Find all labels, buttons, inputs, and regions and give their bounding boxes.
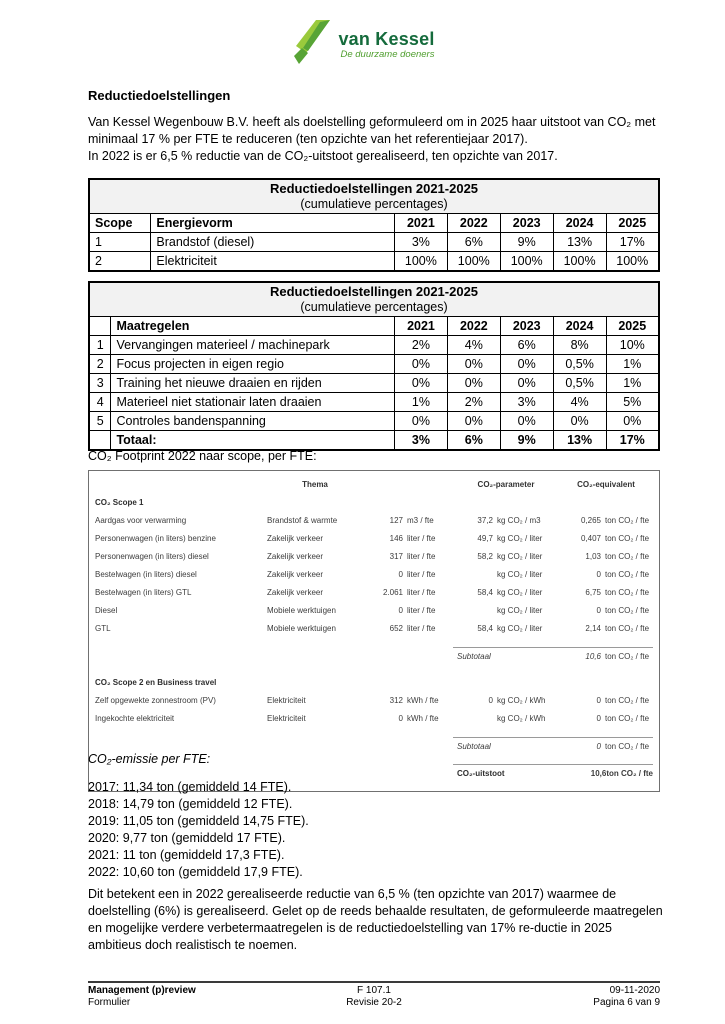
table-cell: 1% (395, 393, 448, 412)
spacer (95, 728, 653, 737)
table-row (89, 252, 659, 272)
footprint-panel (88, 470, 660, 792)
table-cell: 2% (395, 336, 448, 355)
row-amount-unit: liter / fte (407, 606, 436, 615)
table-cell: 6% (447, 233, 500, 252)
table-cell: 5% (606, 393, 659, 412)
table-cell: 0,5% (553, 374, 606, 393)
table-cell: 0% (500, 355, 553, 374)
row-label: Ingekochte elektriciteit (95, 714, 175, 723)
row-equiv: 2,14 (585, 624, 601, 633)
scope1-title: CO₂ Scope 1 (95, 498, 144, 507)
van-kessel-logo-icon (290, 20, 332, 73)
subtotal-label: Subtotaal (453, 737, 559, 756)
column-header: Energievorm (151, 214, 395, 233)
column-header: Maatregelen (111, 317, 395, 336)
row-equiv: 6,75 (585, 588, 601, 597)
spacer (95, 665, 653, 674)
row-param-unit: kg CO₂ / liter (497, 606, 543, 615)
row-equiv-unit: ton CO₂ / fte (605, 516, 650, 525)
table-row (89, 374, 659, 393)
footprint-row (95, 620, 653, 638)
row-param-unit: kg CO₂ / liter (497, 588, 543, 597)
table-cell: 10% (606, 336, 659, 355)
row-param: 0 (488, 696, 493, 705)
table-cell: 2 (89, 355, 111, 374)
table-cell: 5 (89, 412, 111, 431)
subtotal-label: Subtotaal (453, 647, 559, 666)
row-thema: Mobiele werktuigen (267, 624, 336, 633)
row-param-unit: kg CO₂ / liter (497, 534, 543, 543)
goals-title-row (89, 179, 659, 214)
closing-paragraph: Dit betekent een in 2022 gerealiseerde reductie van 6,5 % (ten opzichte van 2017) waarmee de doelstelling (6%) is gerealiseerd. Gelet op de reeds behaalde resultaten, de geformuleerde maatregelen en mogelijke verdere verbetermaatregelen is de reductiedoelstelling van 17% re-ductie in 2025 ambitieus doch realistisch te noemen. (88, 887, 663, 952)
row-equiv: 0 (596, 570, 601, 579)
logo-tagline: De duurzame doeners (340, 49, 435, 60)
table-cell: 0% (500, 412, 553, 431)
footprint-header-row (95, 476, 653, 494)
row-label: Bestelwagen (in liters) diesel (95, 570, 197, 579)
row-equiv-unit: ton CO₂ / fte (605, 606, 650, 615)
table-cell: 100% (447, 252, 500, 272)
measures-table-title: Reductiedoelstellingen 2021-2025 (269, 284, 479, 299)
row-equiv-unit: ton CO₂ / fte (605, 624, 650, 633)
row-param: 37,2 (477, 516, 493, 525)
table-cell: 0,5% (553, 355, 606, 374)
subtotal-value: 0 (559, 737, 601, 756)
column-header: Scope (89, 214, 151, 233)
table-cell: 17% (606, 431, 659, 451)
table-row (89, 393, 659, 412)
measures-header-row (89, 317, 659, 336)
table-cell: 0% (606, 412, 659, 431)
table-cell: 3% (395, 431, 448, 451)
table-cell (89, 431, 111, 451)
column-header: 2021 (395, 317, 448, 336)
column-header: 2021 (394, 214, 447, 233)
emissions-item: 2018: 14,79 ton (gemiddeld 12 FTE). (88, 797, 293, 811)
row-amount: 127 (389, 516, 403, 525)
column-header: 2022 (447, 214, 500, 233)
row-thema: Mobiele werktuigen (267, 606, 336, 615)
table-cell: 4% (447, 336, 500, 355)
row-label: Personenwagen (in liters) diesel (95, 552, 209, 561)
section-title-row (95, 494, 653, 512)
footer-revision: Revisie 20-2 (346, 997, 402, 1008)
row-param-unit: kg CO₂ / m3 (497, 516, 541, 525)
goals-table-title-cell (89, 179, 659, 214)
row-equiv-unit: ton CO₂ / fte (605, 696, 650, 705)
table-cell: 13% (553, 233, 606, 252)
table-cell: Totaal: (111, 431, 395, 451)
table-row (89, 336, 659, 355)
column-header: 2024 (553, 317, 606, 336)
table-cell: 6% (500, 336, 553, 355)
row-param-unit: kg CO₂ / kWh (497, 714, 546, 723)
measures-table-subtitle: (cumulatieve percentages) (300, 300, 448, 314)
table-cell: Elektriciteit (151, 252, 395, 272)
logo-company-name: van Kessel (338, 29, 435, 49)
measures-table-title-cell (89, 282, 659, 317)
row-equiv: 0 (596, 714, 601, 723)
row-label: Bestelwagen (in liters) GTL (95, 588, 192, 597)
emissions-list (88, 779, 309, 881)
footprint-row (95, 530, 653, 548)
table-cell: 2 (89, 252, 151, 272)
table-cell: 100% (394, 252, 447, 272)
row-equiv-unit: ton CO₂ / fte (605, 714, 650, 723)
table-cell: 17% (606, 233, 659, 252)
section-title-row (95, 674, 653, 692)
row-thema: Zakelijk verkeer (267, 588, 324, 597)
table-cell: Focus projecten in eigen regio (111, 355, 395, 374)
table-cell: 3 (89, 374, 111, 393)
table-cell: 4 (89, 393, 111, 412)
table-cell: 0% (553, 412, 606, 431)
scope2-title: CO₂ Scope 2 en Business travel (95, 678, 217, 687)
emissions-caption: CO₂-emissie per FTE: (88, 752, 211, 766)
row-param: 49,7 (477, 534, 493, 543)
row-amount-unit: liter / fte (407, 552, 436, 561)
row-label: Diesel (95, 606, 118, 615)
row-equiv-unit: ton CO₂ / fte (605, 534, 650, 543)
column-header: 2024 (553, 214, 606, 233)
row-amount-unit: liter / fte (407, 570, 436, 579)
emissions-item: 2021: 11 ton (gemiddeld 17,3 FTE). (88, 848, 285, 862)
table-cell: 1% (606, 355, 659, 374)
row-thema: Elektriciteit (267, 696, 306, 705)
column-header: CO₂-parameter (477, 480, 535, 489)
page-title: Reductiedoelstellingen (88, 88, 231, 103)
footprint-row (95, 602, 653, 620)
row-label: Personenwagen (in liters) benzine (95, 534, 216, 543)
row-param: 58,2 (477, 552, 493, 561)
row-amount-unit: m3 / fte (407, 516, 434, 525)
footer-date: 09-11-2020 (609, 985, 661, 996)
row-param (453, 710, 493, 728)
total-value: 10,6ton CO₂ / fte (559, 764, 653, 783)
table-cell: 13% (553, 431, 606, 451)
table-cell: 0% (447, 412, 500, 431)
footer-page-number: Pagina 6 van 9 (593, 997, 661, 1008)
emissions-item: 2017: 11,34 ton (gemiddeld 14 FTE). (88, 780, 292, 794)
row-param-unit: kg CO₂ / liter (497, 570, 543, 579)
footprint-row (95, 692, 653, 710)
column-header: CO₂-equivalent (577, 480, 635, 489)
row-amount: 652 (389, 624, 403, 633)
table-cell: 3% (500, 393, 553, 412)
row-label: GTL (95, 624, 111, 633)
row-param-unit: kg CO₂ / liter (497, 624, 543, 633)
footer-form-number: F 107.1 (357, 985, 391, 996)
table-cell: 4% (553, 393, 606, 412)
row-amount-unit: liter / fte (407, 588, 436, 597)
spacer (95, 638, 653, 647)
table-cell: 0% (447, 374, 500, 393)
row-amount: 146 (389, 534, 403, 543)
row-param (453, 566, 493, 584)
table-cell: 100% (606, 252, 659, 272)
table-cell: 0% (395, 355, 448, 374)
table-cell: 100% (500, 252, 553, 272)
table-cell: 8% (553, 336, 606, 355)
row-equiv: 1,03 (585, 552, 601, 561)
table-cell: 2% (447, 393, 500, 412)
row-amount: 2.061 (382, 588, 403, 597)
table-cell: 1% (606, 374, 659, 393)
table-cell: 3% (394, 233, 447, 252)
intro-line-2: In 2022 is er 6,5 % reductie van de CO₂-uitstoot gerealiseerd, ten opzichte van 2017. (88, 149, 558, 163)
page-footer (88, 981, 660, 1009)
row-amount-unit: liter / fte (407, 534, 436, 543)
total-label: CO₂-uitstoot (453, 764, 559, 783)
footprint-row (95, 566, 653, 584)
row-param-unit: kg CO₂ / liter (497, 552, 543, 561)
table-cell: Vervangingen materieel / machinepark (111, 336, 395, 355)
column-header: 2025 (606, 317, 659, 336)
table-cell: Controles bandenspanning (111, 412, 395, 431)
table-cell: 0% (500, 374, 553, 393)
row-equiv: 0 (596, 606, 601, 615)
row-equiv: 0,265 (580, 516, 601, 525)
row-amount: 317 (389, 552, 403, 561)
measures-title-row (89, 282, 659, 317)
table-cell: 6% (447, 431, 500, 451)
header-logo (0, 20, 725, 73)
column-header: 2025 (606, 214, 659, 233)
footprint-row (95, 512, 653, 530)
table-cell: 9% (500, 233, 553, 252)
column-header: 2023 (500, 317, 553, 336)
footer-doc-name: Management (p)review (88, 985, 196, 996)
table-cell: 1 (89, 336, 111, 355)
row-amount-unit: kWh / fte (407, 714, 439, 723)
footer-doc-type: Formulier (88, 997, 131, 1008)
table-cell: 1 (89, 233, 151, 252)
table-cell: Brandstof (diesel) (151, 233, 395, 252)
row-amount: 0 (398, 606, 403, 615)
subtotal-unit: ton CO₂ / fte (601, 647, 653, 666)
emissions-item: 2020: 9,77 ton (gemiddeld 17 FTE). (88, 831, 286, 845)
row-param: 58,4 (477, 624, 493, 633)
table-cell: 0% (447, 355, 500, 374)
table-cell: 9% (500, 431, 553, 451)
emissions-item: 2019: 11,05 ton (gemiddeld 14,75 FTE). (88, 814, 309, 828)
row-thema: Elektriciteit (267, 714, 306, 723)
footprint-row (95, 584, 653, 602)
row-thema: Brandstof & warmte (267, 516, 338, 525)
intro-paragraph (88, 114, 666, 165)
footprint-row (95, 548, 653, 566)
row-thema: Zakelijk verkeer (267, 534, 324, 543)
scope1-subtotal-row (95, 647, 653, 665)
row-label: Aardgas voor verwarming (95, 516, 187, 525)
row-amount-unit: liter / fte (407, 624, 436, 633)
reduction-goals-table (88, 178, 660, 272)
column-header (89, 317, 111, 336)
row-equiv: 0,407 (580, 534, 601, 543)
table-cell: Training het nieuwe draaien en rijden (111, 374, 395, 393)
emissions-item: 2022: 10,60 ton (gemiddeld 17,9 FTE). (88, 865, 303, 879)
row-equiv-unit: ton CO₂ / fte (605, 570, 650, 579)
goals-header-row (89, 214, 659, 233)
intro-line-1: Van Kessel Wegenbouw B.V. heeft als doelstelling geformuleerd om in 2025 haar uitstoot van CO₂ met minimaal 17 % per FTE te reduceren (ten opzichte van het referentiejaar 2017). (88, 115, 656, 146)
row-amount: 0 (398, 570, 403, 579)
row-amount: 312 (389, 696, 403, 705)
row-equiv-unit: ton CO₂ / fte (605, 552, 650, 561)
footprint-row (95, 710, 653, 728)
column-header: 2023 (500, 214, 553, 233)
goals-table-title: Reductiedoelstellingen 2021-2025 (269, 181, 479, 196)
row-equiv: 0 (596, 696, 601, 705)
row-param (453, 602, 493, 620)
subtotal-value: 10,6 (559, 647, 601, 666)
table-cell: 0% (395, 374, 448, 393)
row-param: 58,4 (477, 588, 493, 597)
table-row (89, 233, 659, 252)
table-cell: 0% (395, 412, 448, 431)
column-header: Thema (302, 480, 328, 489)
row-amount-unit: kWh / fte (407, 696, 439, 705)
row-label: Zelf opgewekte zonnestroom (PV) (95, 696, 216, 705)
row-equiv-unit: ton CO₂ / fte (605, 588, 650, 597)
measures-table (88, 281, 660, 451)
footprint-caption: CO₂ Footprint 2022 naar scope, per FTE: (88, 449, 317, 463)
table-cell: Materieel niet stationair laten draaien (111, 393, 395, 412)
row-param-unit: kg CO₂ / kWh (497, 696, 546, 705)
row-amount: 0 (398, 714, 403, 723)
row-thema: Zakelijk verkeer (267, 570, 324, 579)
subtotal-unit: ton CO₂ / fte (601, 737, 653, 756)
table-row (89, 412, 659, 431)
goals-table-subtitle: (cumulatieve percentages) (300, 197, 448, 211)
table-cell: 100% (553, 252, 606, 272)
table-row (89, 355, 659, 374)
row-thema: Zakelijk verkeer (267, 552, 324, 561)
column-header: 2022 (447, 317, 500, 336)
total-row (89, 431, 659, 451)
